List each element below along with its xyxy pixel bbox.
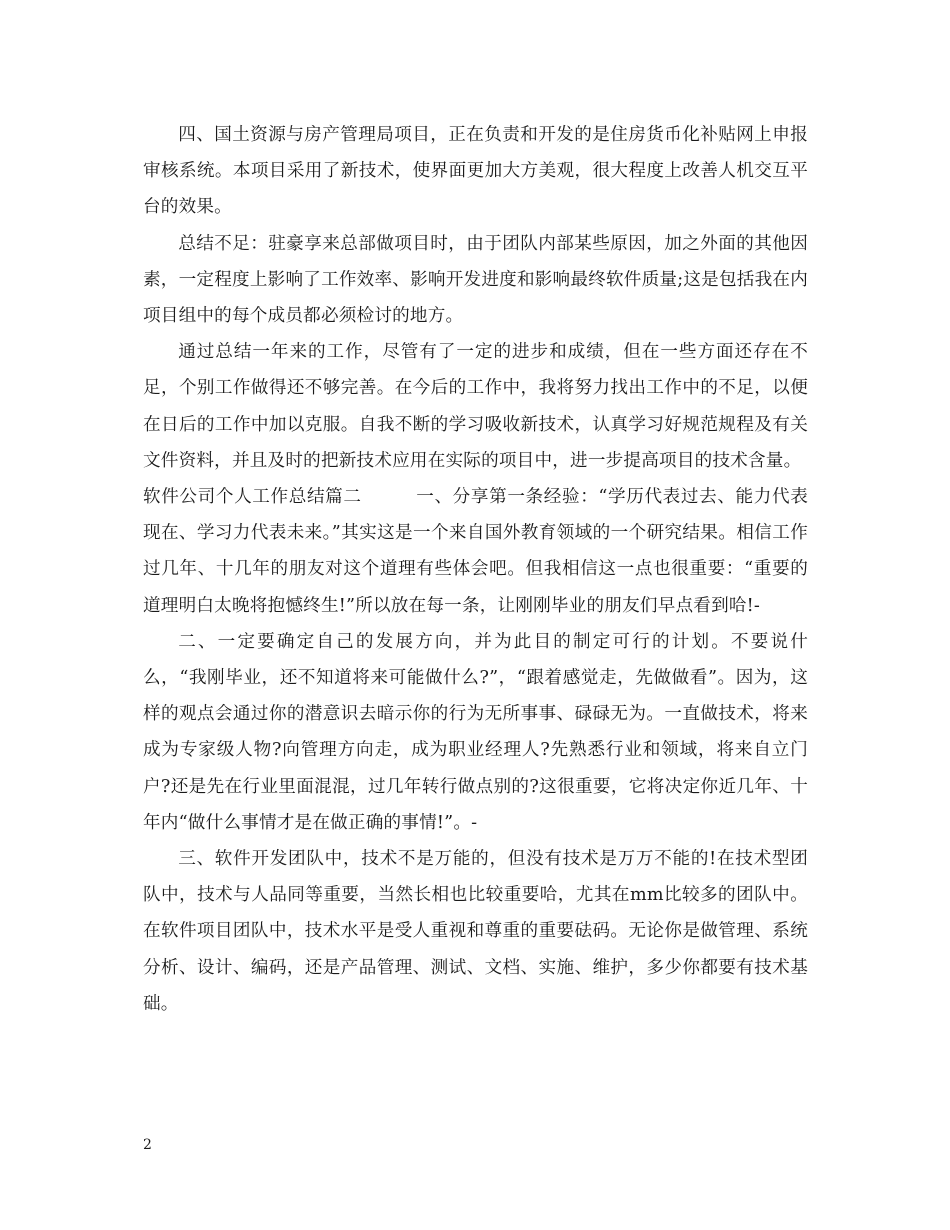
paragraph-land-resources-project: 四、国土资源与房产管理局项目，正在负责和开发的是住房货币化补贴网上申报审核系统。本项目采用了新技术，使界面更加大方美观，很大程度上改善人机交互平台的效果。 — [143, 125, 808, 218]
paragraph-third-experience: 三、软件开发团队中，技术不是万能的，但没有技术是万万不能的!在技术型团队中，技术与人品同等重要，当然长相也比较重要哈，尤其在mm比较多的团队中。在软件项目团队中，技术水平是受人重视和尊重的重要砝码。无论你是做管理、系统分析、设计、编码，还是产品管理、测试、文档、实施、维护，多少你都要有技术基础。 — [143, 849, 808, 1014]
paragraph-shortcomings-summary: 总结不足：驻豪享来总部做项目时，由于团队内部某些原因，加之外面的其他因素，一定程度上影响了工作效率、影响开发进度和影响最终软件质量;这是包括我在内项目组中的每个成员都必须检讨的地方。 — [143, 233, 808, 327]
page-number: 2 — [143, 1137, 152, 1153]
paragraph-second-experience: 二、一定要确定自己的发展方向，并为此目的制定可行的计划。不要说什么，“我刚毕业，还不知道将来可能做什么?”，“跟着感觉走，先做做看”。因为，这样的观点会通过你的潜意识去暗示你的行为无所事事、碌碌无为。一直做技术，将来成为专家级人物?向管理方向走，成为职业经理人?先熟悉行业和领域，将来自立门户?还是先在行业里面混混，过几年转行做点别的?这很重要，它将决定你近几年、十年内“做什么事情才是在做正确的事情!”。- — [143, 631, 808, 833]
paragraph-part-two-first-experience: 软件公司个人工作总结篇二 一、分享第一条经验：“学历代表过去、能力代表现在、学习力代表未来。”其实这是一个来自国外教育领域的一个研究结果。相信工作过几年、十几年的朋友对这个道理有些体会吧。但我相信这一点也很重要：“重要的道理明白太晚将抱憾终生!”所以放在每一条，让刚刚毕业的朋友们早点看到哈!- — [143, 487, 808, 616]
document-body — [143, 117, 808, 1022]
paragraph-year-review: 通过总结一年来的工作，尽管有了一定的进步和成绩，但在一些方面还存在不足，个别工作做得还不够完善。在今后的工作中，我将努力找出工作中的不足，以便在日后的工作中加以克服。自我不断的学习吸收新技术，认真学习好规范规程及有关文件资料，并且及时的把新技术应用在实际的项目中，进一步提高项目的技术含量。 — [143, 342, 808, 471]
